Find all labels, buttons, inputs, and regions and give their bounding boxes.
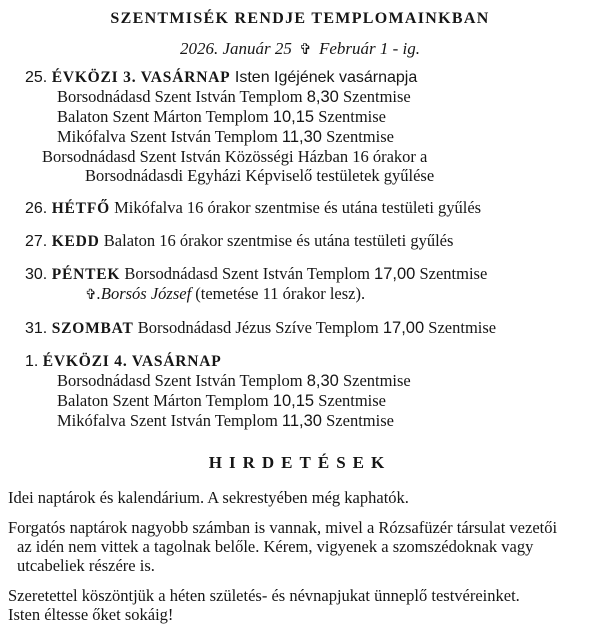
- schedule-text-fancy: SZOMBAT: [51, 320, 134, 337]
- schedule-entry: [0, 67, 600, 185]
- schedule-text-serif: Szentmise: [322, 127, 394, 146]
- schedule-line: [0, 411, 600, 431]
- schedule-text-serif: Szentmise: [338, 371, 411, 390]
- cross-icon: ✞: [299, 42, 312, 58]
- announcement-line: az idén nem vittek a tagolnak belőle. Kérem, vigyenek a szomszédoknak vagy: [17, 537, 534, 556]
- document-title: SZENTMISÉK RENDJE TEMPLOMAINKBAN: [110, 10, 490, 27]
- schedule-line: [0, 87, 600, 107]
- announcement-line: Idei naptárok és kalendárium. A sekrestyében még kaphatók.: [8, 488, 409, 507]
- schedule-line: [0, 147, 600, 166]
- announcement-paragraph: [0, 586, 600, 624]
- schedule-entry: [0, 198, 600, 218]
- schedule-text-serif: (temetése 11 órakor lesz).: [191, 284, 366, 303]
- schedule-line: [0, 318, 600, 338]
- schedule-text-sans: Isten Igéjének vasárnapja: [230, 69, 418, 86]
- schedule-text-fancy: ÉVKÖZI 3. VASÁRNAP: [51, 69, 231, 86]
- schedule-entry: [0, 351, 600, 431]
- schedule-text-time: 17,00: [374, 265, 416, 283]
- mass-schedule: [0, 67, 600, 431]
- schedule-text-time: 10,15: [272, 392, 315, 410]
- schedule-text-num: 30.: [25, 266, 52, 283]
- schedule-text-fancy: KEDD: [51, 233, 100, 250]
- schedule-text-serif: Szentmise: [314, 391, 387, 410]
- announcement-paragraph: [0, 518, 600, 575]
- cross-icon: ✞: [85, 288, 97, 303]
- announcement-line: Isten éltesse őket sokáig!: [8, 605, 174, 624]
- schedule-line: [0, 107, 600, 127]
- schedule-text-serif: Balaton Szent Márton Templom: [57, 107, 273, 126]
- announcement-line: utcabeliek részére is.: [17, 556, 155, 575]
- schedule-line: [0, 127, 600, 147]
- date-range: [0, 38, 600, 61]
- schedule-text-serif: Borsodnádasd Szent István Templom: [57, 371, 307, 390]
- schedule-text-serif: Mikófalva 16 órakor szentmise és utána testületi gyűlés: [109, 198, 482, 217]
- schedule-text-time: 11,30: [281, 128, 322, 146]
- schedule-line: [0, 284, 600, 305]
- announcements-heading: HIRDETÉSEK: [208, 453, 392, 472]
- announcement-line: Szeretettel köszöntjük a héten születés- és névnapjukat ünneplő testvéreinket.: [8, 586, 520, 605]
- schedule-text-serif: Balaton 16 órakor szentmise és utána testületi gyűlés: [99, 231, 454, 250]
- schedule-line: [0, 264, 600, 284]
- schedule-text-serif: Szentmise: [415, 264, 488, 283]
- schedule-text-num: 31.: [25, 320, 52, 337]
- schedule-text-time: 8,30: [306, 88, 339, 106]
- schedule-text-time: 11,30: [281, 412, 322, 430]
- schedule-text-time: 10,15: [272, 108, 315, 126]
- schedule-line: [0, 231, 600, 251]
- schedule-text-serif: Mikófalva Szent István Templom: [57, 127, 282, 146]
- schedule-text-serif: Szentmise: [338, 87, 411, 106]
- schedule-text-italic: .Borsós József: [96, 284, 192, 303]
- schedule-entry: [0, 318, 600, 338]
- schedule-text-fancy: PÉNTEK: [51, 266, 121, 283]
- schedule-text-fancy: HÉTFŐ: [51, 200, 110, 217]
- schedule-text-num: 26.: [25, 200, 52, 217]
- schedule-text-num: 1.: [25, 353, 43, 370]
- schedule-line: [0, 67, 600, 87]
- schedule-text-serif: Borsodnádasdi Egyházi Képviselő testületek gyűlése: [85, 166, 435, 185]
- schedule-text-serif: Mikófalva Szent István Templom: [57, 411, 282, 430]
- schedule-text-serif: Borsodnádasd Jézus Szíve Templom: [133, 318, 383, 337]
- schedule-text-num: 25.: [25, 69, 52, 86]
- schedule-text-serif: Borsodnádasd Szent István Közösségi Házban 16 órakor a: [42, 147, 428, 166]
- schedule-text-time: 17,00: [382, 319, 425, 337]
- date-range-start: 2026. Január 25: [179, 39, 292, 58]
- schedule-text-serif: Balaton Szent Márton Templom: [57, 391, 273, 410]
- schedule-text-num: 27.: [25, 233, 52, 250]
- announcement-line: Forgatós naptárok nagyobb számban is vannak, mivel a Rózsafüzér társulat vezetői: [8, 518, 558, 537]
- date-range-end: Február 1 - ig.: [318, 39, 421, 58]
- schedule-line: [0, 166, 600, 185]
- schedule-text-fancy: ÉVKÖZI 4. VASÁRNAP: [42, 353, 222, 370]
- schedule-line: [0, 198, 600, 218]
- schedule-line: [0, 371, 600, 391]
- schedule-text-serif: Borsodnádasd Szent István Templom: [57, 87, 307, 106]
- schedule-entry: [0, 264, 600, 305]
- schedule-line: [0, 351, 600, 371]
- schedule-entry: [0, 231, 600, 251]
- schedule-text-serif: Szentmise: [424, 318, 497, 337]
- schedule-text-time: 8,30: [306, 372, 339, 390]
- schedule-text-serif: Szentmise: [322, 411, 394, 430]
- schedule-line: [0, 391, 600, 411]
- announcement-paragraph: [0, 488, 600, 507]
- schedule-text-serif: Borsodnádasd Szent István Templom: [120, 264, 375, 283]
- schedule-text-serif: Szentmise: [314, 107, 387, 126]
- announcements: [0, 488, 600, 624]
